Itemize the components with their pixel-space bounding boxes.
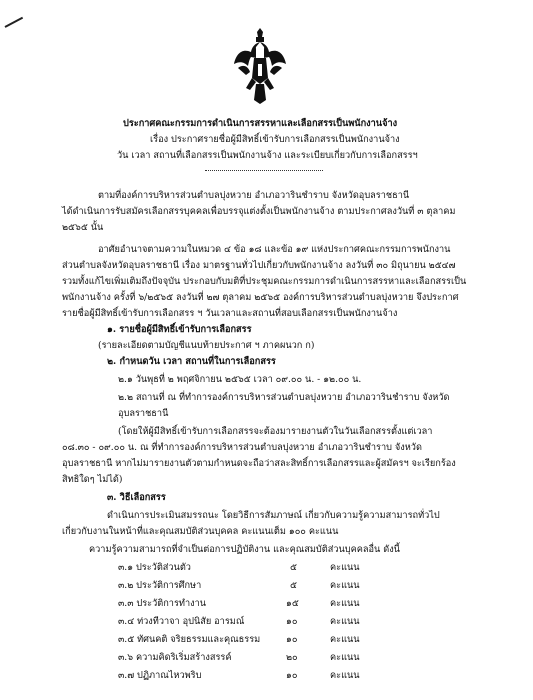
section-2-item-1: ๒.๑ วันพุธที่ ๒ พฤศจิกายน ๒๕๖๕ เวลา ๐๙.๐๐ น. - ๑๒.๐๐ น. [118,374,362,385]
paragraph-2-line-5: รายชื่อผู้มีสิทธิ์เข้ารับการเลือกสรร ฯ วันเวลาและสถานที่สอบเลือกสรรเป็นพนักงานจ้าง [62,308,398,319]
paragraph-3-line-4: สิทธิใดๆ ไม่ได้) [62,474,123,485]
paragraph-4-line-1: ดำเนินการประเมินสมรรถนะ โดยวิธีการสัมภาษณ์ เกี่ยวกับความรู้ความสามารถทั่วไป [107,510,440,521]
score-unit: คะแนน [330,634,360,645]
title-divider [205,170,323,171]
paragraph-4-line-2: เกี่ยวกับงานในหน้าที่และคุณสมบัติส่วนบุคคล คะแนนเต็ม ๑๐๐ คะแนน [62,526,339,537]
score-unit: คะแนน [330,616,360,627]
title-line-3: วัน เวลา สถานที่เลือกสรรเป็นพนักงานจ้าง และระเบียบเกี่ยวกับการเลือกสรรฯ [117,150,418,161]
score-label: ๓.๒ ประวัติการศึกษา [118,580,202,591]
score-label: ๓.๕ ทัศนคติ จริยธรรมและคุณธรรม [118,634,261,645]
score-row [118,598,206,610]
score-points: ๒๐ [286,652,298,663]
score-points: ๑๐ [286,670,298,681]
score-unit: คะแนน [330,652,360,663]
paragraph-3-line-3: อุบลราชธานี หากไม่มารายงานตัวตามกำหนดจะถือว่าสละสิทธิ์การเลือกสรรและผู้สมัครฯ จะเรียกร้อง [62,458,456,469]
section-3-title: ๓. วิธีเลือกสรร [107,492,166,503]
paragraph-2-line-2: ส่วนตำบลจังหวัดอุบลราชธานี เรื่อง มาตรฐานทั่วไปเกี่ยวกับพนักงานจ้าง ลงวันที่ ๓๐ มิถุนายน ๒๕๔๗ [62,260,456,271]
score-label: ๓.๑ ประวัติส่วนตัว [118,562,191,573]
score-unit: คะแนน [330,562,360,573]
section-2-item-2-line-2: อุบลราชธานี [118,408,169,419]
score-unit: คะแนน [330,598,360,609]
title-line-1: ประกาศคณะกรรมการดำเนินการสรรหาและเลือกสรรเป็นพนักงานจ้าง [123,118,398,129]
score-points: ๑๕ [286,598,299,609]
score-row [118,634,260,646]
garuda-emblem [234,28,286,104]
score-row [118,562,191,574]
title-line-2: เรื่อง ประกาศรายชื่อผู้มีสิทธิ์เข้ารับการเลือกสรรเป็นพนักงานจ้าง [150,134,400,145]
score-points: ๕ [290,562,297,573]
score-row [118,652,231,664]
paragraph-1-line-3: ๒๕๖๕ นั้น [62,222,104,233]
score-points: ๑๐ [286,616,298,627]
paragraph-2-line-1: อาศัยอำนาจตามความในหมวด ๔ ข้อ ๑๘ และข้อ ๑๙ แห่งประกาศคณะกรรมการพนักงาน [98,244,451,255]
paragraph-3-line-1: (โดยให้ผู้มีสิทธิ์เข้ารับการเลือกสรรจะต้องมารายงานตัวในวันเลือกสรรตั้งแต่เวลา [118,426,433,437]
score-label: ๓.๓ ประวัติการทำงาน [118,598,207,609]
score-label: ๓.๔ ท่วงทีวาจา อุปนิสัย อารมณ์ [118,616,245,627]
paragraph-5: ความรู้ความสามารถที่จำเป็นต่อการปฏิบัติงาน และคุณสมบัติส่วนบุคคลอื่น ดังนี้ [89,544,400,555]
score-points: ๕ [290,580,297,591]
score-points: ๑๐ [286,634,298,645]
score-row [118,670,201,682]
pen-mark [5,17,24,28]
paragraph-3-line-2: ๐๘.๓๐ - ๐๙.๐๐ น. ณ ที่ทำการองค์การบริหารส่วนตำบลบุ่งหวาย อำเภอวารินชำราบ จังหวัด [62,442,422,453]
paragraph-2-line-3: รวมทั้งแก้ไขเพิ่มเติมถึงปัจจุบัน ประกอบกับมติที่ประชุมคณะกรรมการดำเนินการสรรหาและเลือกสรรเป็น [62,276,467,287]
score-unit: คะแนน [330,670,360,681]
paragraph-1-line-1: ตามที่องค์การบริหารส่วนตำบลบุ่งหวาย อำเภอวารินชำราบ จังหวัดอุบลราชธานี [98,190,410,201]
section-1-note: (รายละเอียดตามบัญชีแนบท้ายประกาศ ฯ ภาคผนวก ก) [98,340,315,351]
section-1-title: ๑. รายชื่อผู้มีสิทธิ์เข้ารับการเลือกสรร [107,324,252,335]
score-row [118,580,201,592]
section-2-item-2-line-1: ๒.๒ สถานที่ ณ ที่ทำการองค์การบริหารส่วนตำบลบุ่งหวาย อำเภอวารินชำราบ จังหวัด [118,392,450,403]
score-row [118,616,244,628]
score-label: ๓.๖ ความคิดริเริ่มสร้างสรรค์ [118,652,232,663]
score-label: ๓.๗ ปฏิภาณไหวพริบ [118,670,202,681]
section-2-title: ๒. กำหนดวัน เวลา สถานที่ในการเลือกสรร [107,356,276,367]
paragraph-2-line-4: พนักงานจ้าง ครั้งที่ ๖/๒๕๖๕ ลงวันที่ ๒๗ ตุลาคม ๒๕๖๕ องค์การบริหารส่วนตำบลบุ่งหวาย จึงประกาศ [62,292,459,303]
score-unit: คะแนน [330,580,360,591]
paragraph-1-line-2: ได้ดำเนินการรับสมัครเลือกสรรบุคคลเพื่อบรรจุแต่งตั้งเป็นพนักงานจ้าง ตามประกาศลงวันที่ ๓ ตุลาคม [62,206,456,217]
